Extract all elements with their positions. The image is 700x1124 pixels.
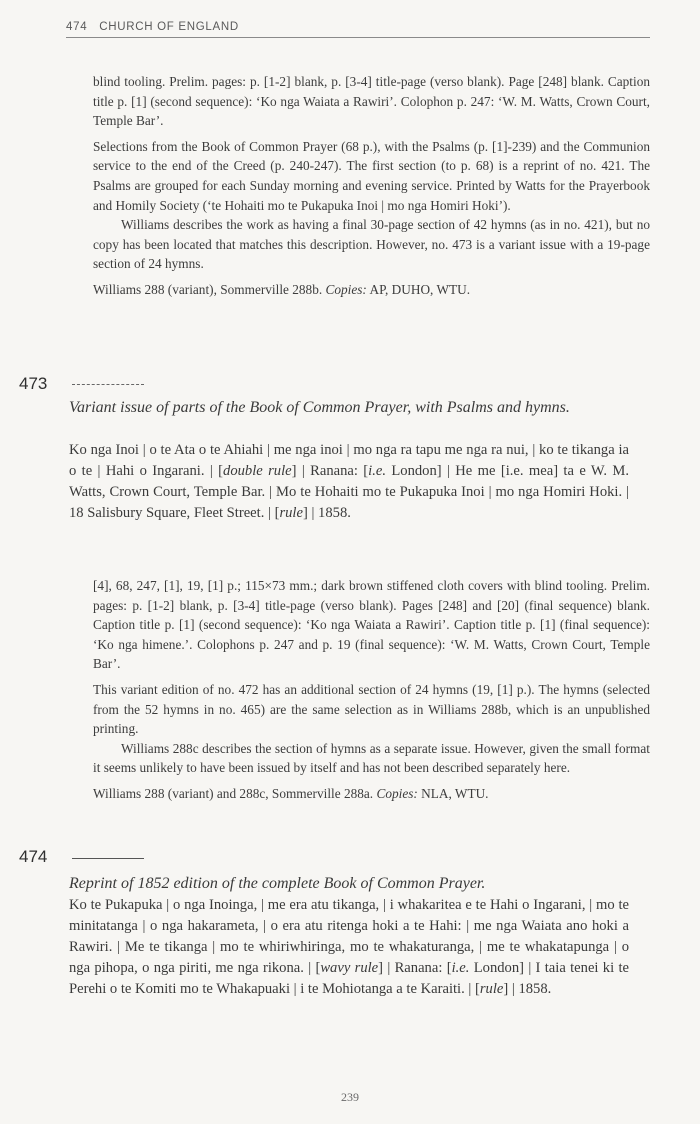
entry-472-reference-list: Williams 288 (variant), Sommerville 288b. <box>93 281 323 297</box>
entry-473-references <box>93 784 650 804</box>
entry-473-copies: NLA, WTU. <box>421 785 489 801</box>
page-folio: 239 <box>341 1090 359 1104</box>
entry-474-transcription-part-3: London] | I taia tenei ki te Perehi o te Komiti mo te Whakapuaki | i te Mohiotanga a te Karaiti. | [ <box>69 960 630 997</box>
running-head <box>66 21 650 38</box>
entry-472-copies: AP, DUHO, WTU. <box>369 281 471 297</box>
entry-473-transcription-part-4: ] | 1858. <box>302 505 351 521</box>
entry-472-note-1: Selections from the Book of Common Prayer (68 p.), with the Psalms (p. [1]-239) and the Communion service to the end of the Creed (p. 240-247). The first section (to p. 68) is a reprint of no. 421. The Psalms are grouped for each Sunday morning and evening service. Printed by Watts for the Prayerbook and Homily Society (‘te Hohaiti mo te Pukapuka Inoi | mo nga Homiri Hoki’). <box>93 138 650 213</box>
entry-473-title-transcription <box>69 440 629 524</box>
entry-473-transcription-part-1: Ko nga Inoi | o te Ata o te Ahiahi | me nga inoi | mo nga ra tapu me nga ra nui, | ko te tikanga ia o te | Hahi o Ingarani. | [ <box>69 442 629 479</box>
entry-473-double-rule-note: double rule <box>223 463 292 479</box>
entry-474-number: 474 <box>19 847 48 866</box>
entry-474-heading-rule <box>72 858 144 859</box>
entry-472-note-2: Williams describes the work as having a final 30-page section of 42 hymns (as in no. 421), but no copy has been located that matches this description. However, no. 473 is a variant issue with a 19-page section of 24 hymns. <box>93 217 650 272</box>
entry-473-collation: [4], 68, 247, [1], 19, [1] p.; 115×73 mm.; dark brown stiffened cloth covers with blind tooling. Prelim. pages: p. [1-2] blank, p. [3-4] title-page (verso blank). Pages [248] and [20] (final sequence) blank. Caption title p. [1] (second sequence): ‘Ko nga Waiata a Rawiri’. Caption title p. [1] (final sequence): ‘Ko nga himene.’. Colophons p. 247 and p. 19 (final sequence): ‘W. M. Watts, Crown Court, Temple Bar’. <box>93 578 650 672</box>
entry-473-rule-note: rule <box>279 505 303 521</box>
entry-473-transcription-part-3: London] | He me [i.e. mea] ta e W. M. Watts, Crown Court, Temple Bar. | Mo te Hohaiti mo te Pukapuka Inoi | mo nga Homiri Hoki. | 18 Salisbury Square, Fleet Street. | [ <box>69 463 629 521</box>
entry-473-ie-note: i.e. <box>368 463 386 479</box>
entry-473-reference-list: Williams 288 (variant) and 288c, Sommerville 288a. <box>93 785 374 801</box>
entry-472-references <box>93 280 650 300</box>
entry-474-wavy-rule-note: wavy rule <box>320 960 379 976</box>
entry-472-description-tail: blind tooling. Prelim. pages: p. [1-2] blank, p. [3-4] title-page (verso blank). Page [248] blank. Caption title p. [1] (second sequence): ‘Ko nga Waiata a Rawiri’. Colophon p. 247: ‘W. M. Watts, Crown Court, Temple Bar’. <box>93 74 650 129</box>
entry-474-transcription-part-1: Ko te Pukapuka | o nga Inoinga, | me era atu tikanga, | i whakaritea e te Hahi o Ingarani, | mo te minitatanga | o nga hakarameta, | o era atu ritenga hoki a te Hahi: | me nga Waiata ano hoki a Rawiri. | Me te tikanga | mo te whiriwhiringa, mo te whakaturanga, | me te whakatapunga | o nga pihopa, o nga piriti, me nga rikona. | [ <box>69 897 629 976</box>
entry-474-rule-note: rule <box>479 981 504 997</box>
entry-472-continued <box>93 72 650 300</box>
entry-473-note-2: Williams 288c describes the section of hymns as a separate issue. However, given the small format it seems unlikely to have been issued by itself and has not been described separately here. <box>93 740 650 776</box>
entry-473-number: 473 <box>19 374 48 393</box>
entry-474-transcription-part-4: ] | 1858. <box>503 981 552 997</box>
running-head-title: CHURCH OF ENGLAND <box>99 21 239 33</box>
entry-474-title: Reprint of 1852 edition of the complete Book of Common Prayer. <box>69 875 486 892</box>
entry-473-copies-label: Copies: <box>376 785 418 801</box>
entry-473-title: Variant issue of parts of the Book of Common Prayer, with Psalms and hymns. <box>69 399 570 416</box>
entry-472-copies-label: Copies: <box>325 281 367 297</box>
entry-474-ie-note: i.e. <box>451 960 470 976</box>
entry-474-transcription-part-2: ] | Ranana: [ <box>378 960 452 976</box>
entry-473-heading-rule <box>72 384 144 385</box>
running-head-page-number: 474 <box>66 21 88 33</box>
entry-474-title-transcription <box>69 895 629 1000</box>
entry-473-note-1: This variant edition of no. 472 has an additional section of 24 hymns (19, [1] p.). The hymns (selected from the 52 hymns in no. 465) are the same selection as in Williams 288b, which is an unpublished printing. <box>93 681 650 737</box>
entry-473-transcription-part-2: ] | Ranana: [ <box>291 463 369 479</box>
entry-473-body <box>93 576 650 804</box>
